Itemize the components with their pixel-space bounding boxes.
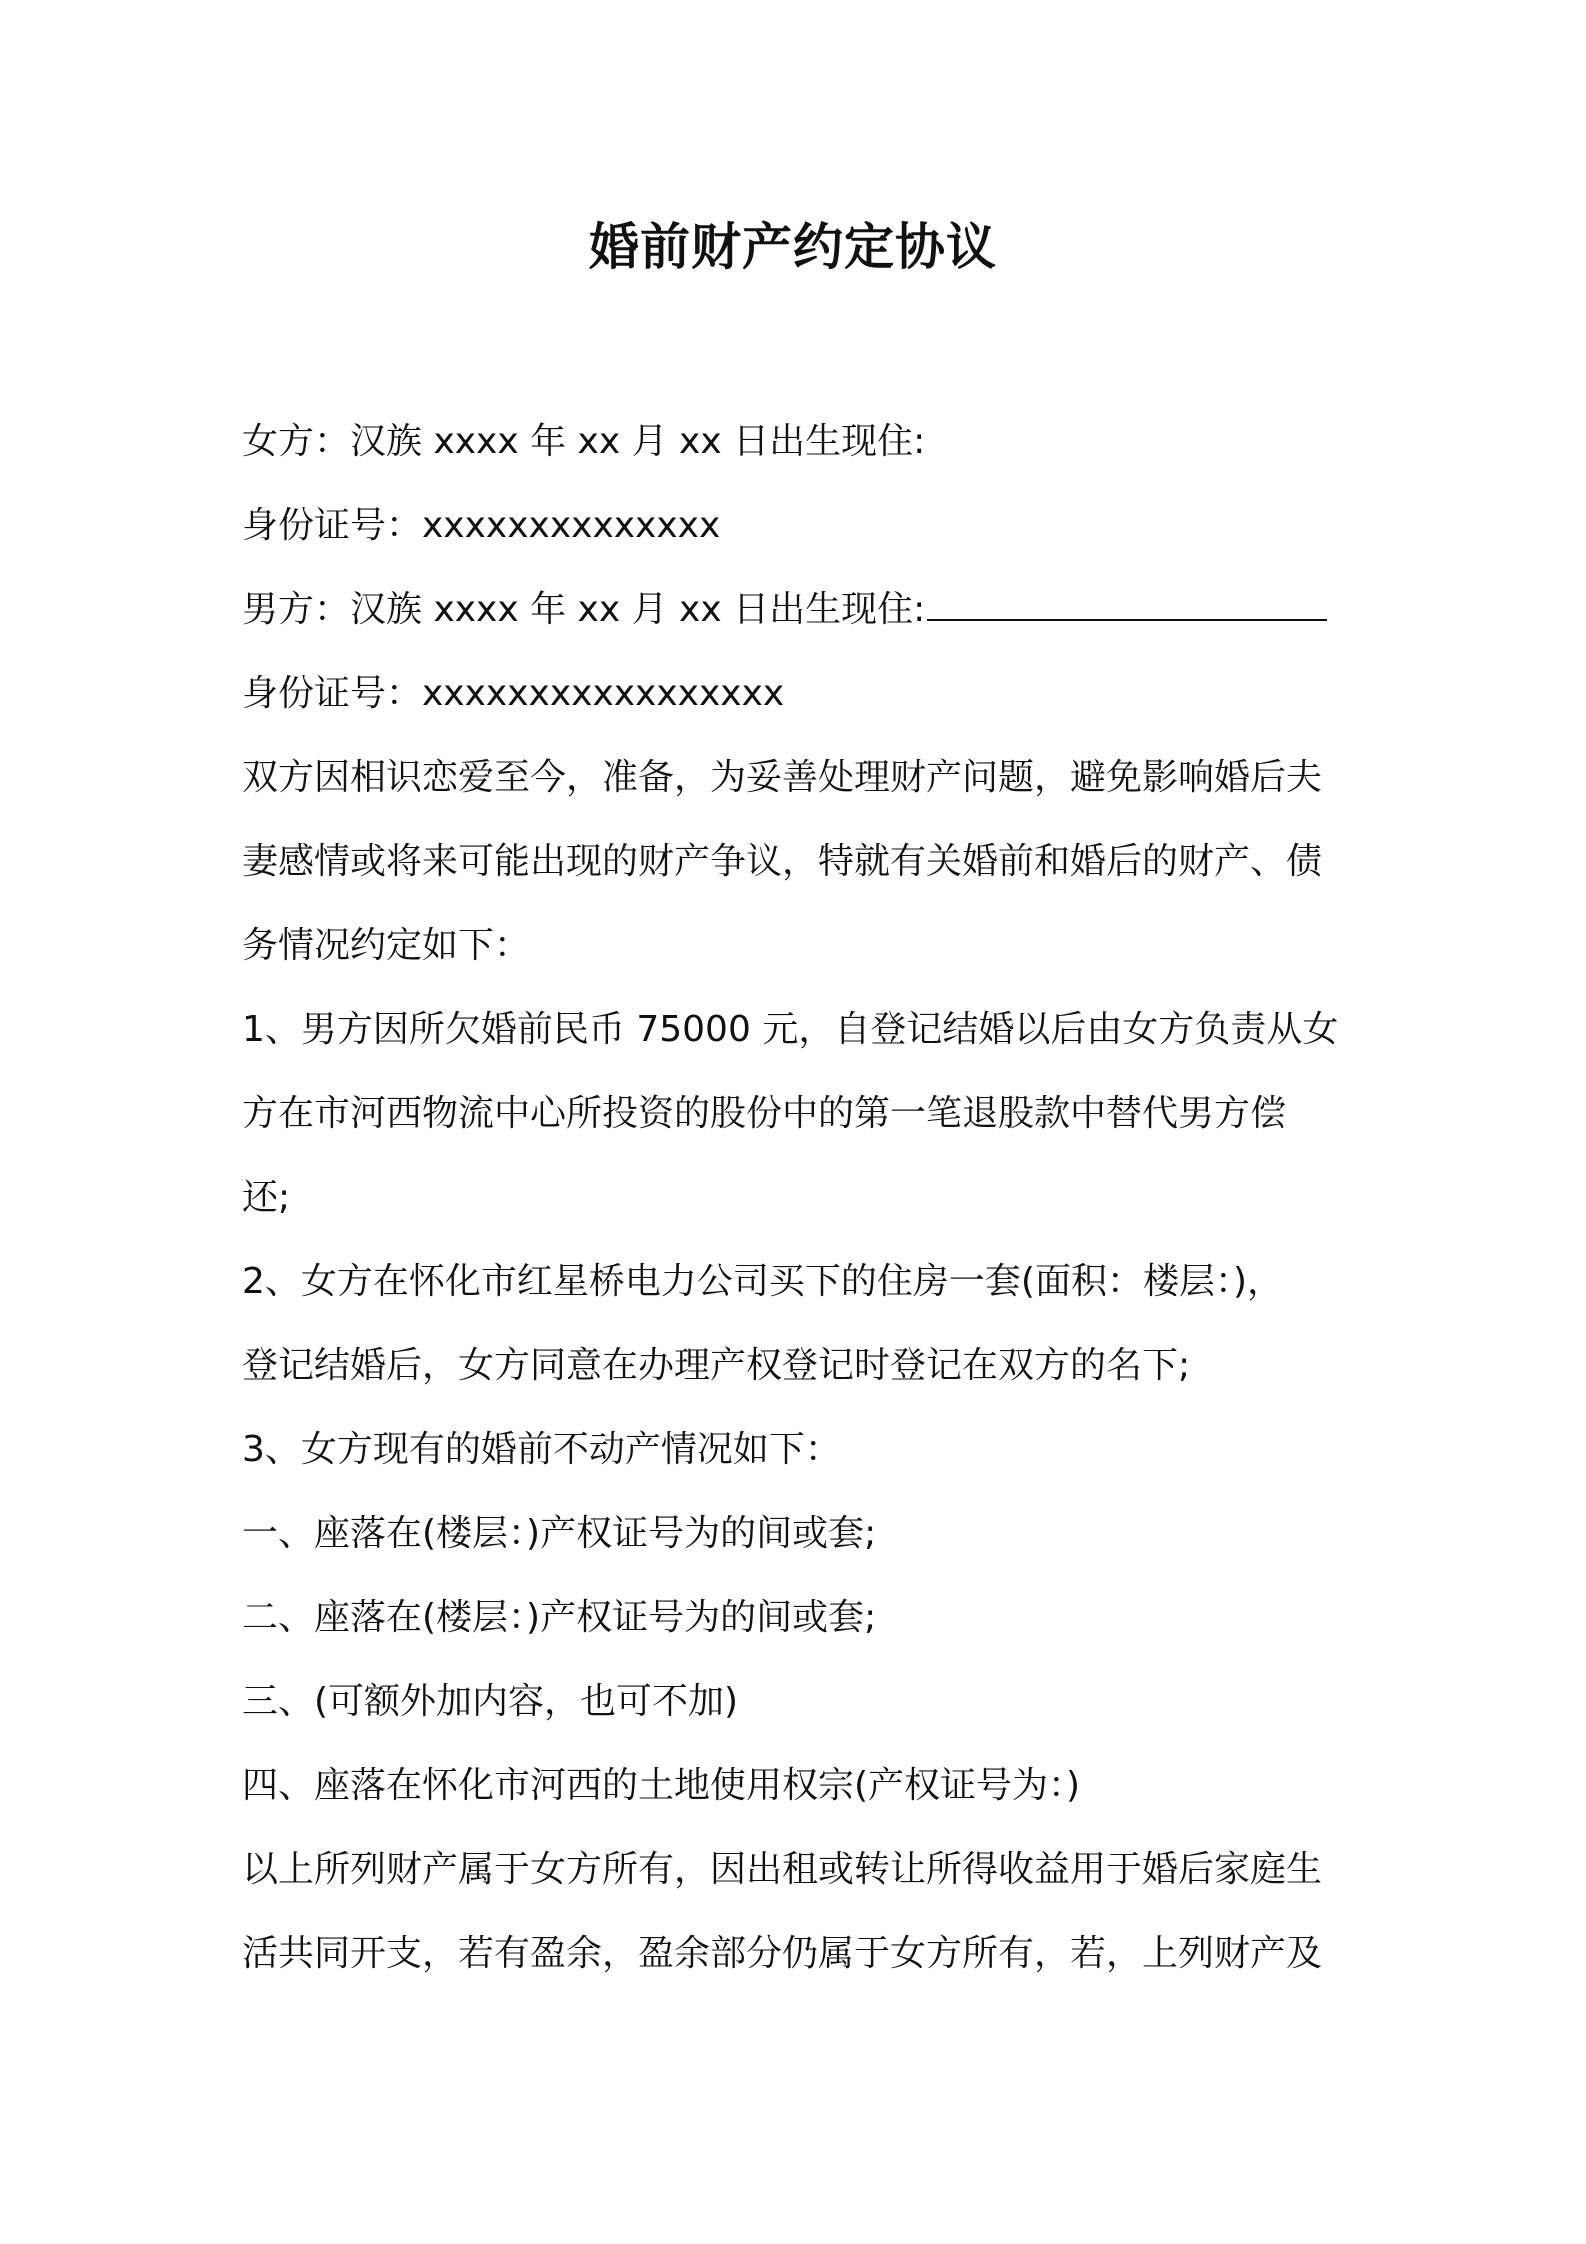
clause-1-line: 1、男方因所欠婚前民币 75000 元，自登记结婚以后由女方负责从女 bbox=[242, 1009, 1339, 1050]
female-id-line: 身份证号：xxxxxxxxxxxxxx bbox=[242, 505, 721, 546]
closing-line: 以上所列财产属于女方所有，因出租或转让所得收益用于婚后家庭生 bbox=[242, 1849, 1323, 1890]
clause-2-line: 2、女方在怀化市红星桥电力公司买下的住房一套(面积：楼层：)， bbox=[242, 1261, 1283, 1302]
male-party-line bbox=[242, 568, 1362, 652]
clause-1-line: 方在市河西物流中心所投资的股份中的第一笔退股款中替代男方偿 bbox=[242, 1093, 1287, 1134]
male-id-line: 身份证号：xxxxxxxxxxxxxxxxx bbox=[242, 673, 785, 714]
male-party-text: 男方：汉族 xxxx 年 xx 月 xx 日出生现住: bbox=[242, 589, 926, 630]
clause-2-line: 登记结婚后，女方同意在办理产权登记时登记在双方的名下; bbox=[242, 1345, 1191, 1386]
clause-3-line: 三、(可额外加内容，也可不加) bbox=[242, 1681, 739, 1722]
clause-3-line: 3、女方现有的婚前不动产情况如下： bbox=[242, 1429, 841, 1470]
female-party-line: 女方：汉族 xxxx 年 xx 月 xx 日出生现住: bbox=[242, 421, 926, 462]
address-blank-underline bbox=[927, 585, 1327, 621]
intro-line: 务情况约定如下： bbox=[242, 925, 531, 966]
intro-line: 双方因相识恋爱至今，准备，为妥善处理财产问题，避免影响婚后夫 bbox=[242, 757, 1323, 798]
clause-1-line: 还; bbox=[242, 1177, 291, 1218]
clause-3-line: 一、座落在(楼层：)产权证号为的间或套; bbox=[242, 1513, 877, 1554]
closing-line: 活共同开支，若有盈余，盈余部分仍属于女方所有，若，上列财产及 bbox=[242, 1933, 1323, 1974]
document-body bbox=[242, 400, 1362, 1996]
clause-3-line: 四、座落在怀化市河西的土地使用权宗(产权证号为：) bbox=[242, 1765, 1081, 1806]
clause-3-line: 二、座落在(楼层：)产权证号为的间或套; bbox=[242, 1597, 877, 1638]
document-title: 婚前财产约定协议 bbox=[589, 218, 997, 276]
intro-line: 妻感情或将来可能出现的财产争议，特就有关婚前和婚后的财产、债 bbox=[242, 841, 1323, 882]
